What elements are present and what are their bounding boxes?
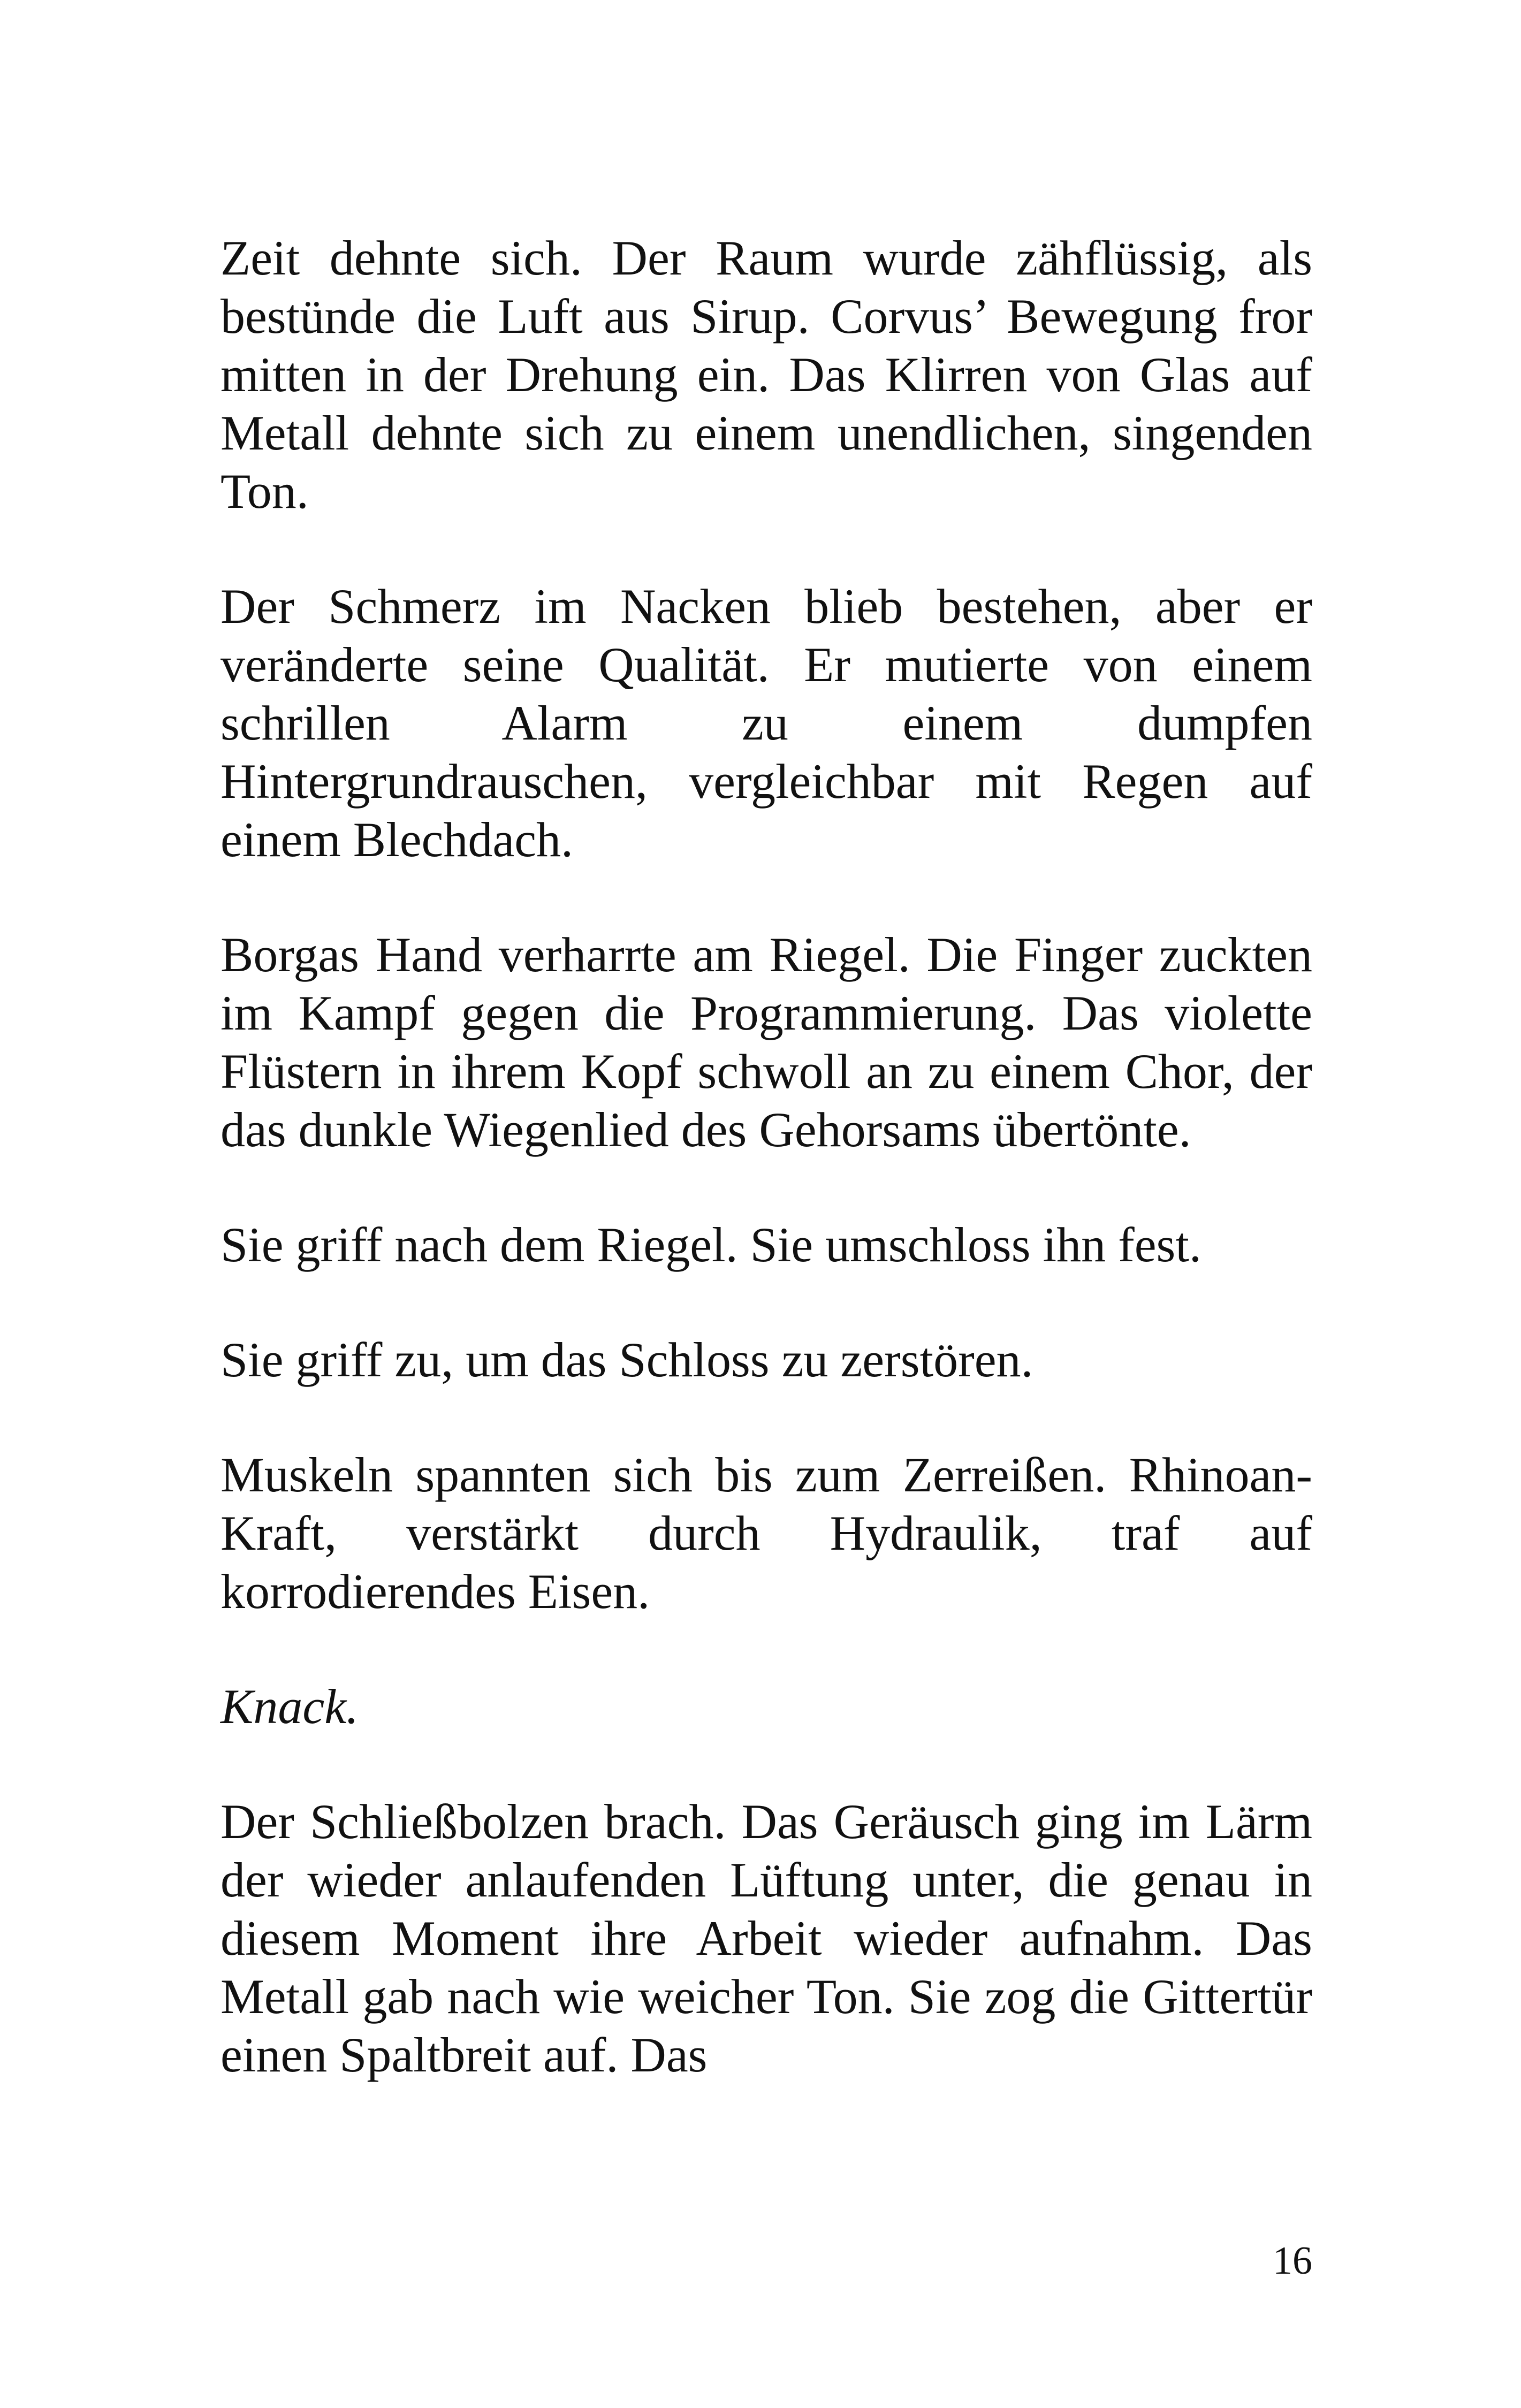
- paragraph-7-italic: Knack.: [220, 1679, 359, 1734]
- body-text: [220, 229, 1312, 2084]
- paragraph-5: Sie griff zu, um das Schloss zu zerstören.: [220, 1332, 1033, 1387]
- paragraph-8: Der Schließbolzen brach. Das Geräusch ging im Lärm der wieder anlaufenden Lüftung unter, die genau in diesem Moment ihre Arbeit wieder aufnahm. Das Metall gab nach wie weicher Ton. Sie zog die Gittertür einen Spaltbreit auf. Das: [220, 1794, 1312, 2082]
- paragraph-1: Zeit dehnte sich. Der Raum wurde zähflüssig, als bestünde die Luft aus Sirup. Corvus’ Bewegung fror mitten in der Drehung ein. Das Klirren von Glas auf Metall dehnte sich zu einem unendlichen, singenden Ton.: [220, 231, 1312, 519]
- paragraph-4: Sie griff nach dem Riegel. Sie umschloss ihn fest.: [220, 1217, 1201, 1272]
- paragraph-3: Borgas Hand verharrte am Riegel. Die Finger zuckten im Kampf gegen die Programmierung. Das violette Flüstern in ihrem Kopf schwoll an zu einem Chor, der das dunkle Wiegenlied des Gehorsams übertönte.: [220, 927, 1312, 1157]
- page-number: 16: [1273, 2239, 1312, 2283]
- paragraph-2: Der Schmerz im Nacken blieb bestehen, aber er veränderte seine Qualität. Er mutierte von einem schrillen Alarm zu einem dumpfen Hintergrundrauschen, vergleichbar mit Regen auf einem Blechdach.: [220, 579, 1312, 867]
- paragraph-6: Muskeln spannten sich bis zum Zerreißen. Rhinoan-Kraft, verstärkt durch Hydraulik, traf auf korrodierendes Eisen.: [220, 1447, 1312, 1619]
